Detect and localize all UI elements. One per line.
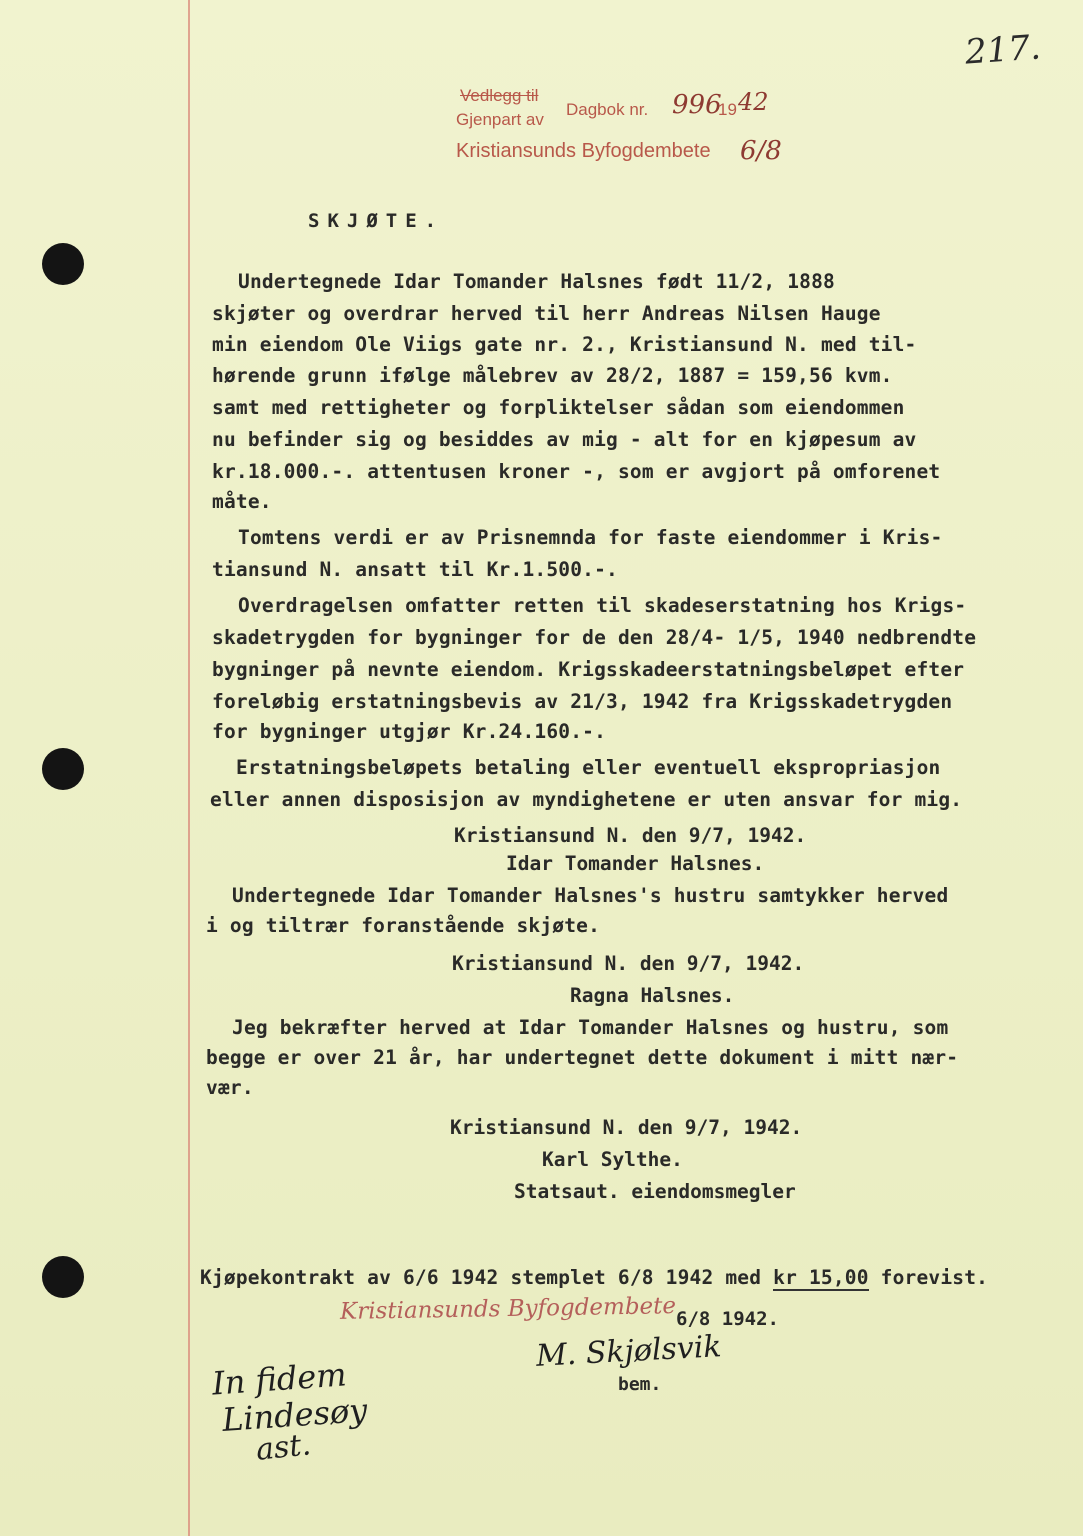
stamp-dagbok-number: 996 xyxy=(672,90,722,120)
text-line: hørende grunn ifølge målebrev av 28/2, 1887 = 159,56 kvm. xyxy=(212,364,893,387)
consent-line: i og tiltrær foranstående skjøte. xyxy=(206,914,601,937)
text-line: Tomtens verdi er av Prisnemnda for faste eiendommer i Kris- xyxy=(238,526,943,549)
stamp-line-struck: Vedlegg til xyxy=(460,86,539,105)
stamp-line-gjenpart: Gjenpart av xyxy=(456,110,544,129)
text-line: for bygninger utgjør Kr.24.160.-. xyxy=(212,720,607,743)
stamp-dagbok-label: Dagbok nr. xyxy=(566,100,649,119)
document-title: SKJØTE. xyxy=(308,210,445,232)
officer-signature: M. Skjølsvik xyxy=(535,1329,723,1374)
signer-title: Statsaut. eiendomsmegler xyxy=(514,1180,796,1203)
text-line: bygninger på nevnte eiendom. Krigsskadeerstatningsbeløpet efter xyxy=(212,658,965,681)
fidem-line: ast. xyxy=(254,1427,313,1468)
contract-fee: kr 15,00 xyxy=(773,1266,869,1289)
stamp-date: 6/8 1942. xyxy=(676,1308,779,1330)
contract-note-end: forevist. xyxy=(880,1266,989,1289)
place-date: Kristiansund N. den 9/7, 1942. xyxy=(452,952,805,975)
stamp-year-hand: 42 xyxy=(738,88,769,116)
red-margin-line xyxy=(188,0,190,1536)
punch-hole xyxy=(42,243,84,285)
text-line: Erstatningsbeløpets betaling eller eventuell ekspropriasjon xyxy=(236,756,941,779)
witness-line: begge er over 21 år, har undertegnet dette dokument i mitt nær- xyxy=(206,1046,959,1069)
consent-line: Undertegnede Idar Tomander Halsnes's hustru samtykker herved xyxy=(232,884,949,907)
text-line: nu befinder sig og besiddes av mig - alt for en kjøpesum av xyxy=(212,428,917,451)
stamp-date-hand: 6/8 xyxy=(740,136,782,166)
stamp-office: Kristiansunds Byfogdembete xyxy=(456,140,711,162)
fidem-line: In fidem xyxy=(210,1355,348,1403)
text-line: Undertegnede Idar Tomander Halsnes født 11/2, 1888 xyxy=(238,270,835,293)
text-line: skjøter og overdrar herved til herr Andreas Nilsen Hauge xyxy=(212,302,881,325)
witness-line: Jeg bekræfter herved at Idar Tomander Halsnes og hustru, som xyxy=(232,1016,949,1039)
contract-note xyxy=(200,1266,988,1289)
text-line: måte. xyxy=(212,490,272,513)
text-line: min eiendom Ole Viigs gate nr. 2., Kristiansund N. med til- xyxy=(212,333,917,356)
office-stamp: Kristiansunds Byfogdembete xyxy=(339,1293,677,1325)
signer-name: Karl Sylthe. xyxy=(542,1148,683,1171)
text-line: Overdragelsen omfatter retten til skadeserstatning hos Krigs- xyxy=(238,594,967,617)
text-line: eller annen disposisjon av myndighetene er uten ansvar for mig. xyxy=(210,788,963,811)
text-line: tiansund N. ansatt til Kr.1.500.-. xyxy=(212,558,618,581)
witness-line: vær. xyxy=(206,1076,254,1099)
place-date: Kristiansund N. den 9/7, 1942. xyxy=(454,824,807,847)
signer-name: Idar Tomander Halsnes. xyxy=(506,852,765,875)
text-line: samt med rettigheter og forpliktelser sådan som eiendommen xyxy=(212,396,905,419)
page-number: 217. xyxy=(963,27,1043,73)
fidem-line: Lindesøy xyxy=(220,1390,369,1440)
punch-hole xyxy=(42,748,84,790)
text-line: foreløbig erstatningsbevis av 21/3, 1942 fra Krigsskadetrygden xyxy=(212,690,953,713)
text-line: kr.18.000.-. attentusen kroner -, som er avgjort på omforenet xyxy=(212,460,941,483)
contract-note-text: Kjøpekontrakt av 6/6 1942 stemplet 6/8 1942 med xyxy=(200,1266,762,1289)
officer-note: bem. xyxy=(618,1374,662,1395)
punch-hole xyxy=(42,1256,84,1298)
stamp-year-print: 19 xyxy=(718,100,737,119)
place-date: Kristiansund N. den 9/7, 1942. xyxy=(450,1116,803,1139)
signer-name: Ragna Halsnes. xyxy=(570,984,735,1007)
text-line: skadetrygden for bygninger for de den 28/4- 1/5, 1940 nedbrendte xyxy=(212,626,977,649)
